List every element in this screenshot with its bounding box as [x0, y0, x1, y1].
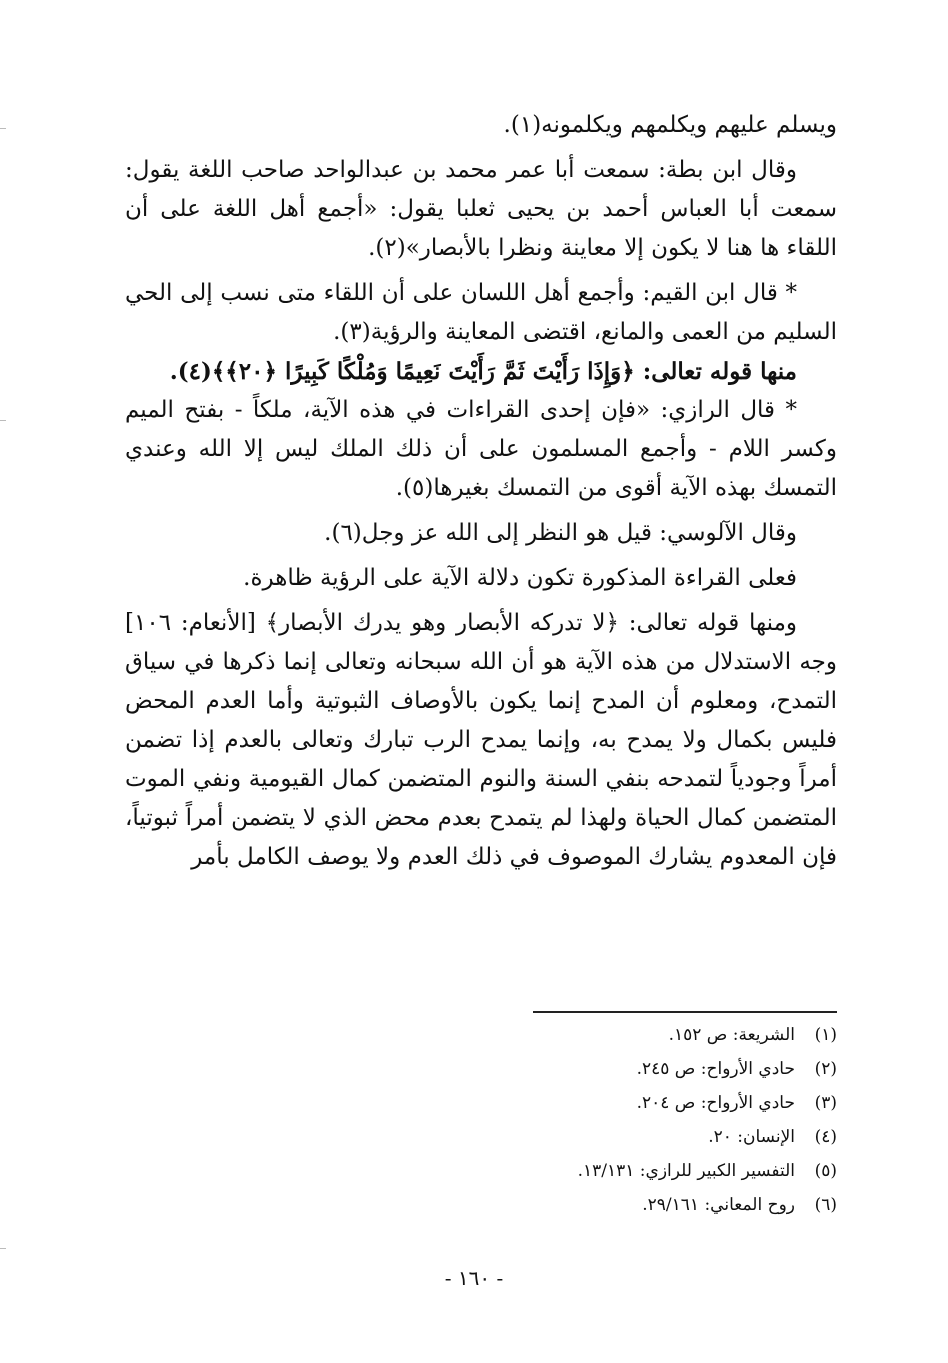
footnote-number: (٦): [814, 1195, 837, 1215]
paragraph: وقال الآلوسي: قيل هو النظر إلى الله عز وجل(٦).: [324, 520, 797, 546]
footnote-text: الإنسان: ٢٠.: [708, 1127, 795, 1147]
main-text: [125, 106, 837, 877]
footnote: [300, 1086, 837, 1120]
footnote-text: الشريعة: ص ١٥٢.: [668, 1025, 795, 1045]
paragraph-quran-verse: منها قوله تعالى: ﴿وَإِذَا رَأَيْتَ ثَمَّ رَأَيْتَ نَعِيمًا وَمُلْكًا كَبِيرًا ﴿٢٠﴾﴾(٤).: [169, 358, 797, 385]
footnote-text: روح المعاني: ٢٩/١٦١.: [642, 1195, 795, 1215]
page-number: - ١٦٠ -: [444, 1266, 504, 1290]
footnote-number: (١): [814, 1025, 837, 1045]
footnote-number: (٣): [814, 1093, 837, 1113]
paragraph: * قال الرازي: «فإن إحدى القراءات في هذه الآية، ملكاً - بفتح الميم وكسر اللام - وأجمع المسلمون على أن ذلك الملك ليس إلا الله وعندي التمسك بهذه الآية أقوى من التمسك بغيرها(٥).: [125, 397, 837, 501]
paragraph: فعلى القراءة المذكورة تكون دلالة الآية على الرؤية ظاهرة.: [243, 565, 797, 591]
footnote: [300, 1188, 837, 1222]
paragraph: * قال ابن القيم: وأجمع أهل اللسان على أن اللقاء متى نسب إلى الحي السليم من العمى والمانع، اقتضى المعاينة والرؤية(٣).: [125, 280, 837, 345]
scan-edge-mark: [0, 128, 6, 129]
footnote-text: حادي الأرواح: ص ٢٤٥.: [636, 1059, 795, 1079]
footnote-number: (٥): [814, 1161, 837, 1181]
footnote-number: (٢): [814, 1059, 837, 1079]
footnote-number: (٤): [814, 1127, 837, 1147]
scan-edge-mark: [0, 1248, 6, 1249]
footnote: [300, 1154, 837, 1188]
footnotes-list: [300, 1018, 837, 1222]
footnote-separator: [533, 1011, 837, 1013]
paragraph: ويسلم عليهم ويكلمهم ويكلمونه(١).: [503, 112, 837, 138]
paragraph: وقال ابن بطة: سمعت أبا عمر محمد بن عبدالواحد صاحب اللغة يقول: سمعت أبا العباس أحمد بن يحيى ثعلبا يقول: «أجمع أهل اللغة على أن اللقاء ها هنا لا يكون إلا معاينة ونظرا بالأبصار»(٢).: [125, 157, 837, 261]
footnote: [300, 1120, 837, 1154]
footnote: [300, 1018, 837, 1052]
scan-edge-mark: [0, 420, 6, 421]
footnote-text: التفسير الكبير للرازي: ١٣/١٣١.: [577, 1161, 795, 1181]
footnote-text: حادي الأرواح: ص ٢٠٤.: [636, 1093, 795, 1113]
footnote: [300, 1052, 837, 1086]
paragraph: ومنها قوله تعالى: ﴿لا تدركه الأبصار وهو يدرك الأبصار﴾ [الأنعام: ١٠٦] وجه الاستدلال من هذه الآية هو أن الله سبحانه وتعالى إنما ذكرها في سياق التمدح، ومعلوم أن المدح إنما يكون بالأوصاف الثبوتية وأما العدم المحض فليس بكمال ولا يمدح به، وإنما يمدح الرب تبارك وتعالى بالعدم إذا تضمن أمراً وجودياً لتمدحه بنفي السنة والنوم المتضمن كمال القيومية ونفي الموت المتضمن كمال الحياة ولهذا لم يتمدح بعدم محض الذي لا يتضمن أمراً ثبوتياً، فإن المعدوم يشارك الموصوف في ذلك العدم ولا يوصف الكامل بأمر: [125, 610, 837, 870]
